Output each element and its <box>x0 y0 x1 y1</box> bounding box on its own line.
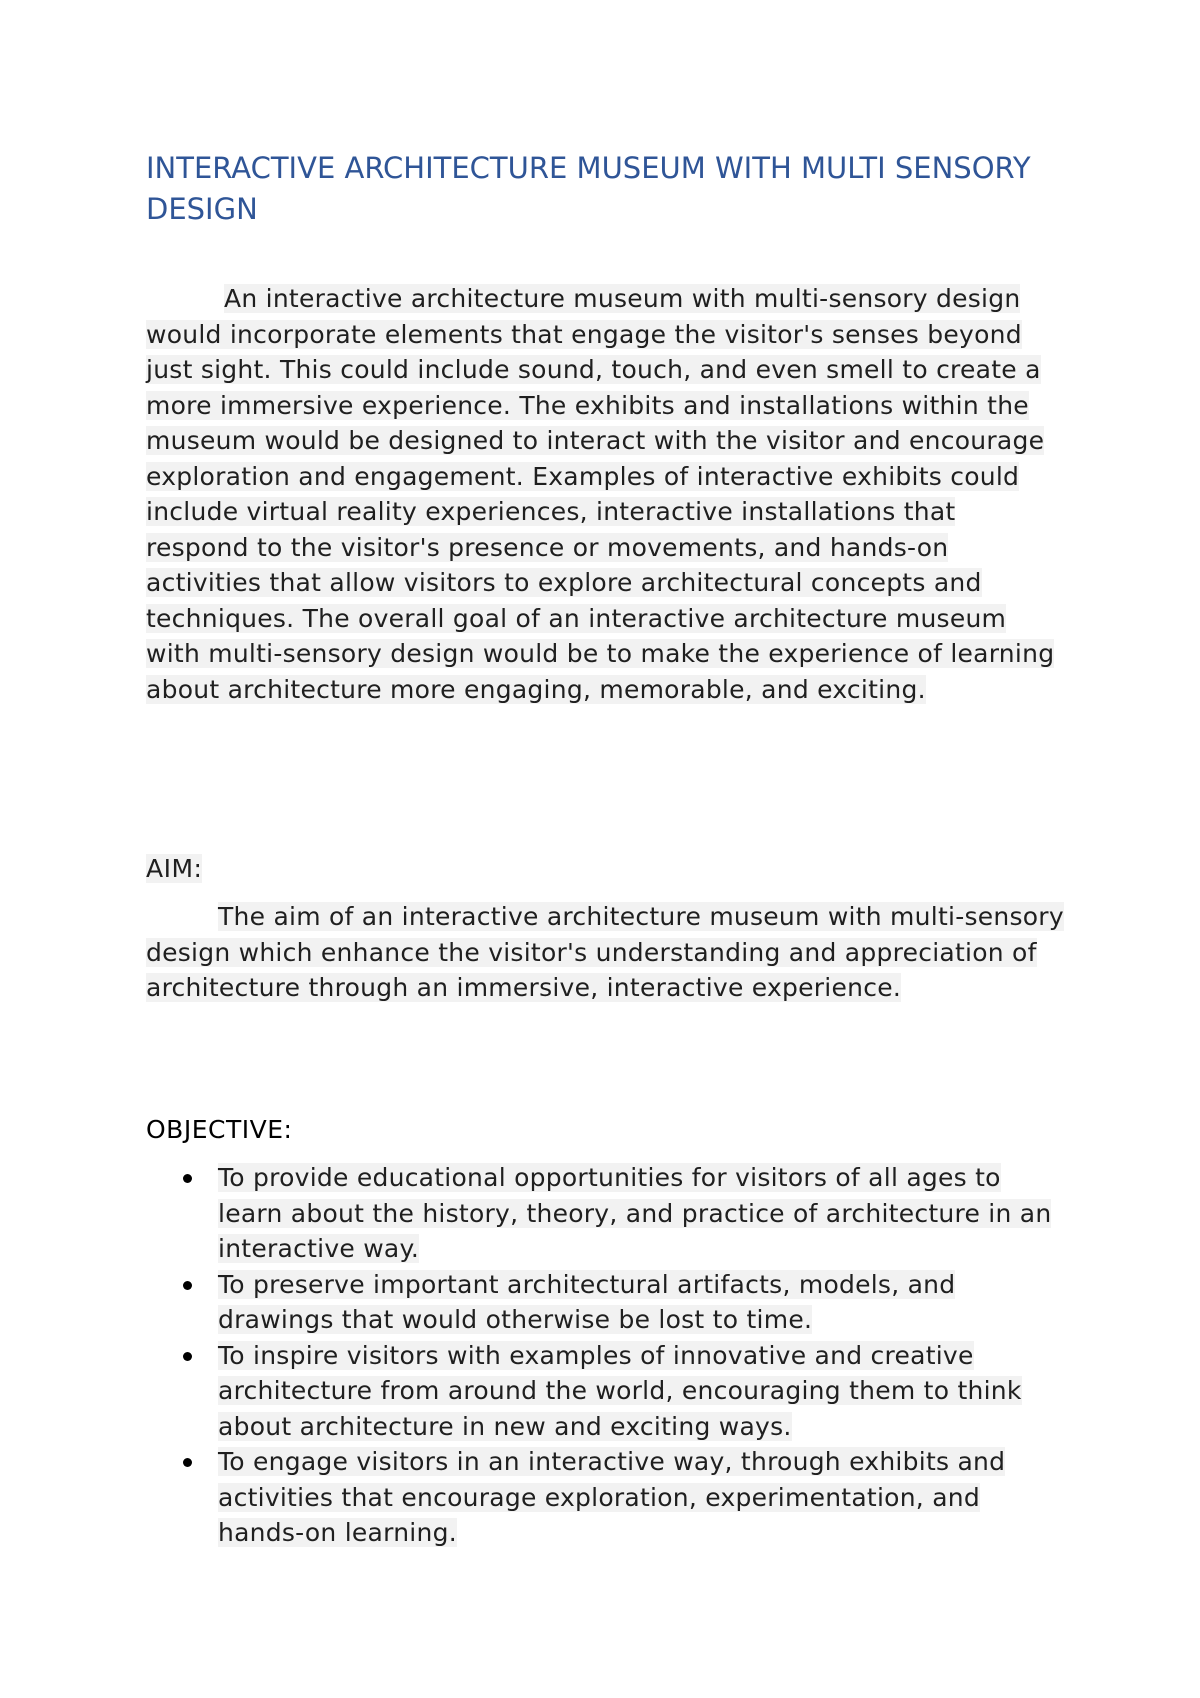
list-item-text: To provide educational opportunities for visitors of all ages to learn about the history, theory, and practice of architecture in an interactive way. <box>218 1163 1052 1263</box>
bullet-icon <box>183 1352 192 1361</box>
objective-heading: OBJECTIVE: <box>146 1115 293 1144</box>
list-item <box>146 1338 1066 1445</box>
aim-heading <box>146 851 202 886</box>
intro-paragraph <box>146 281 1066 707</box>
intro-paragraph-text: An interactive architecture museum with multi-sensory design would incorporate elements that engage the visitor's senses beyond just sight. This could include sound, touch, and even smell to create a more immersive experience. The exhibits and installations within the museum would be designed to interact with the visitor and encourage exploration and engagement. Examples of interactive exhibits could include virtual reality experiences, interactive installations that respond to the visitor's presence or movements, and hands-on activities that allow visitors to explore architectural concepts and techniques. The overall goal of an interactive architecture museum with multi-sensory design would be to make the experience of learning about architecture more engaging, memorable, and exciting. <box>146 284 1055 704</box>
aim-heading-text: AIM: <box>146 854 203 883</box>
aim-paragraph <box>146 899 1066 1006</box>
objective-list <box>146 1160 1066 1551</box>
list-item-text: To engage visitors in an interactive way, through exhibits and activities that encourage exploration, experimentation, and hands-on learning. <box>218 1447 1006 1547</box>
bullet-icon <box>183 1174 192 1183</box>
bullet-icon <box>183 1281 192 1290</box>
list-item-text: To inspire visitors with examples of innovative and creative architecture from around the world, encouraging them to think about architecture in new and exciting ways. <box>218 1340 1022 1441</box>
list-item-text: To preserve important architectural artifacts, models, and drawings that would otherwise be lost to time. <box>218 1269 956 1334</box>
document-title: INTERACTIVE ARCHITECTURE MUSEUM WITH MULTI SENSORY DESIGN <box>146 151 1031 226</box>
aim-paragraph-text: The aim of an interactive architecture museum with multi-sensory design which enhance the visitor's understanding and appreciation of architecture through an immersive, interactive experience. <box>146 902 1064 1002</box>
bullet-icon <box>183 1458 192 1467</box>
list-item <box>146 1267 1066 1338</box>
list-item <box>146 1160 1066 1267</box>
list-item <box>146 1444 1066 1551</box>
